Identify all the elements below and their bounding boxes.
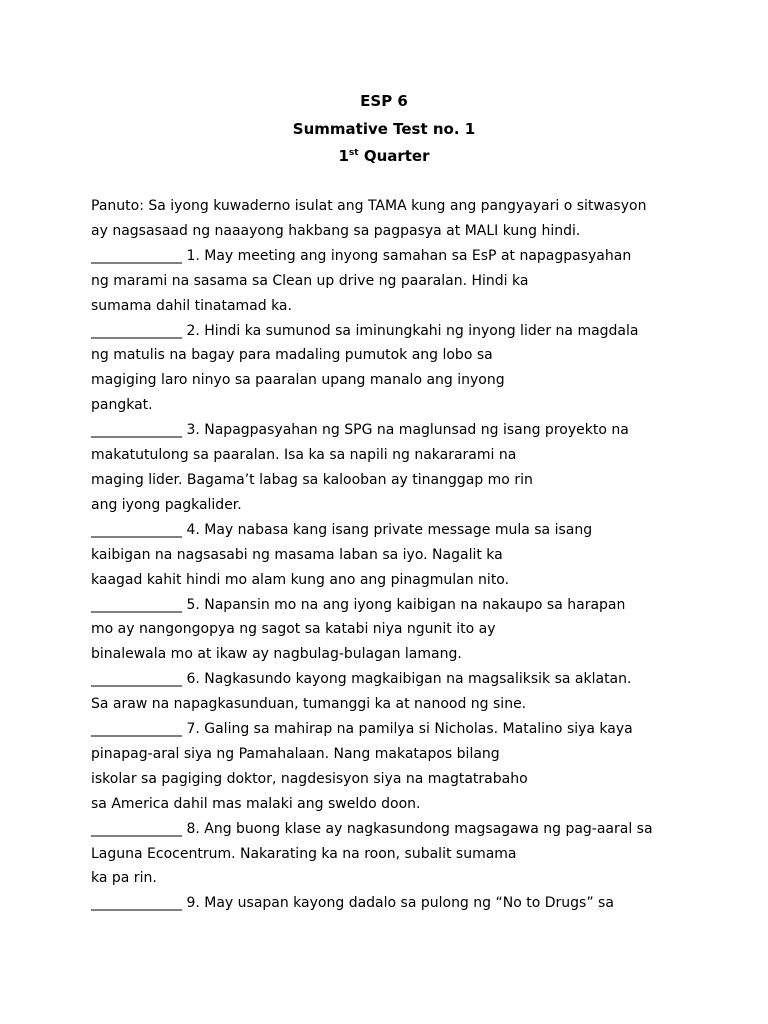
- question-line: mo ay nangongopya ng sagot sa katabi niya ngunit ito ay: [91, 621, 496, 638]
- question-line: kaagad kahit hindi mo alam kung ano ang pinagmulan nito.: [91, 571, 510, 588]
- question-item-5: [91, 593, 731, 668]
- question-line: kaibigan na nagsasabi ng masama laban sa iyo. Nagalit ka: [91, 546, 503, 563]
- question-line: ng marami na sasama sa Clean up drive ng paaralan. Hindi ka: [91, 272, 529, 289]
- question-line: ng matulis na bagay para madaling pumutok ang lobo sa: [91, 347, 493, 364]
- question-line: Sa araw na napagkasunduan, tumanggi ka at nanood ng sine.: [91, 696, 527, 713]
- question-line: _____________ 3. Napagpasyahan ng SPG na maglunsad ng isang proyekto na: [91, 422, 629, 439]
- question-line: ang iyong pagkalider.: [91, 496, 242, 513]
- question-line: binalewala mo at ikaw ay nagbulag-bulagan lamang.: [91, 646, 462, 663]
- question-line: pinapag-aral siya ng Pamahalaan. Nang makatapos bilang: [91, 745, 500, 762]
- instruction-line: Panuto: Sa iyong kuwaderno isulat ang TAMA kung ang pangyayari o sitwasyon: [91, 198, 647, 214]
- question-line: _____________ 8. Ang buong klase ay nagkasundong magsagawa ng pag-aaral sa: [91, 820, 653, 837]
- quarter-label: Quarter: [358, 147, 430, 165]
- question-item-7: [91, 717, 731, 817]
- question-line: makatutulong sa paaralan. Isa ka sa napili ng nakararami na: [91, 447, 517, 464]
- question-item-4: [91, 518, 731, 593]
- question-item-9: [91, 891, 731, 916]
- quarter-title: [0, 143, 768, 171]
- title-block: [0, 88, 768, 171]
- question-line: _____________ 1. May meeting ang inyong samahan sa EsP at napagpasyahan: [91, 247, 632, 264]
- question-line: _____________ 7. Galing sa mahirap na pamilya si Nicholas. Matalino siya kaya: [91, 721, 633, 738]
- question-line: _____________ 9. May usapan kayong dadalo sa pulong ng “No to Drugs” sa: [91, 895, 614, 912]
- instructions: [91, 194, 731, 244]
- question-line: iskolar sa pagiging doktor, nagdesisyon siya na magtatrabaho: [91, 770, 528, 787]
- quarter-number: 1: [338, 147, 349, 165]
- subject-title: ESP 6: [360, 92, 408, 110]
- question-item-1: [91, 244, 731, 319]
- test-title: Summative Test no. 1: [292, 119, 476, 138]
- instruction-line: ay nagsasaad ng naaayong hakbang sa pagpasya at MALI kung hindi.: [91, 222, 581, 239]
- question-line: _____________ 4. May nabasa kang isang private message mula sa isang: [91, 521, 593, 538]
- question-line: sa America dahil mas malaki ang sweldo doon.: [91, 795, 421, 812]
- question-line: Laguna Ecocentrum. Nakarating ka na roon, subalit sumama: [91, 845, 517, 862]
- question-item-8: [91, 817, 731, 892]
- question-line: sumama dahil tinatamad ka.: [91, 297, 292, 314]
- question-item-6: [91, 667, 731, 717]
- question-line: _____________ 5. Napansin mo na ang iyong kaibigan na nakaupo sa harapan: [91, 596, 626, 613]
- question-line: maging lider. Bagama’t labag sa kalooban ay tinanggap mo rin: [91, 471, 533, 488]
- quarter-ordinal-suffix: st: [348, 148, 359, 158]
- question-item-3: [91, 418, 731, 518]
- question-line: _____________ 6. Nagkasundo kayong magkaibigan na magsaliksik sa aklatan.: [91, 671, 632, 688]
- question-item-2: [91, 319, 731, 419]
- document-body: [91, 194, 731, 916]
- question-line: ka pa rin.: [91, 870, 157, 887]
- question-line: _____________ 2. Hindi ka sumunod sa iminungkahi ng inyong lider na magdala: [91, 322, 639, 339]
- question-line: magiging laro ninyo sa paaralan upang manalo ang inyong: [91, 372, 505, 389]
- question-line: pangkat.: [91, 397, 153, 414]
